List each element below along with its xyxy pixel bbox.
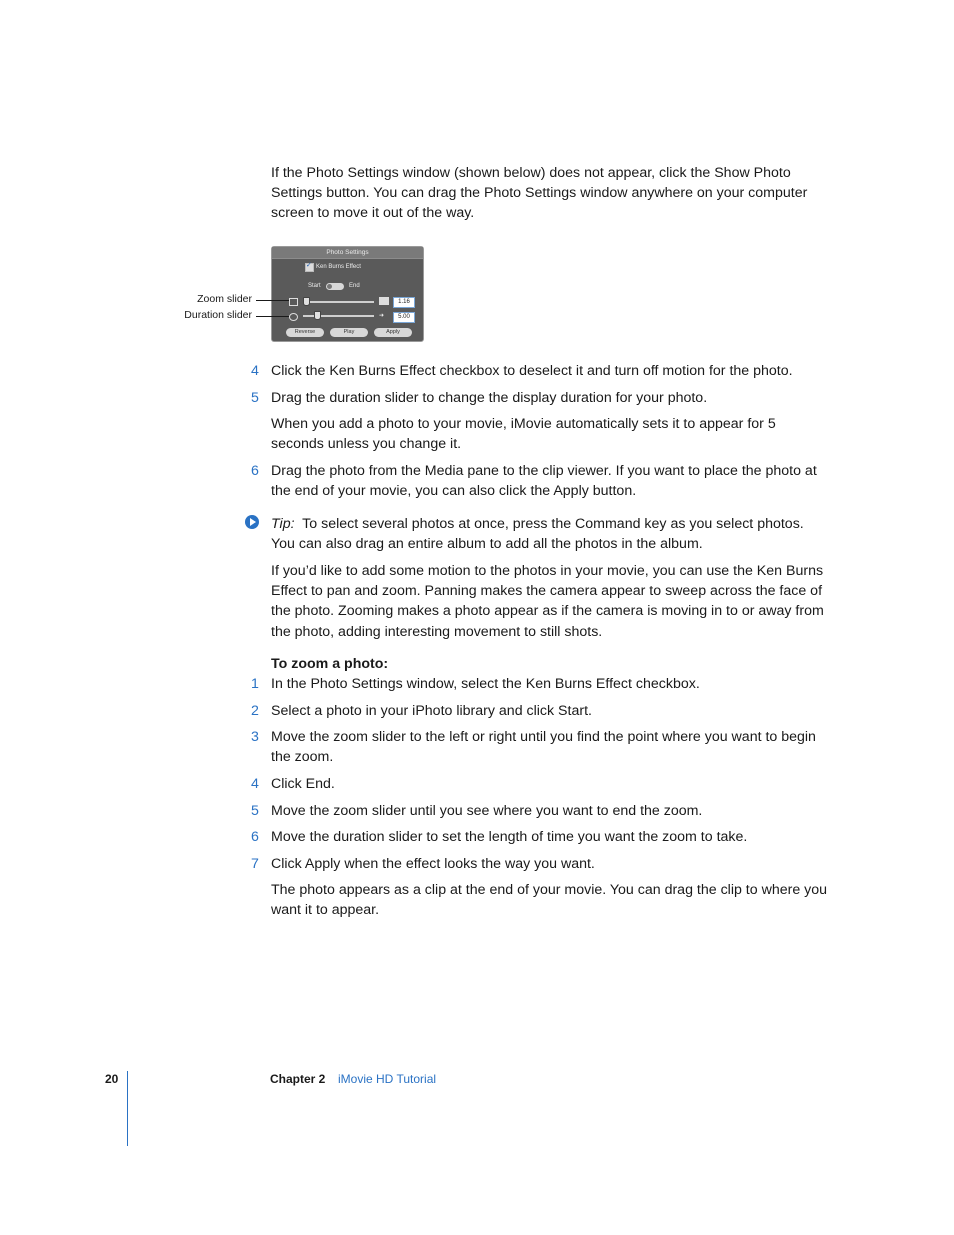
step-text: Drag the photo from the Media pane to the clip viewer. If you want to place the photo at the end of your movie, you can also click the Apply button.	[271, 463, 817, 500]
footer-rule	[127, 1071, 128, 1146]
window-title: Photo Settings	[272, 247, 423, 259]
step-number: 2	[251, 703, 259, 719]
zoom-in-icon	[379, 297, 389, 305]
duration-value-field: 5.00	[393, 312, 415, 323]
motion-paragraph: If you’d like to add some motion to the photos in your movie, you can use the Ken Burns Effect to pan and zoom. Panning makes the camera appear to sweep across the face of the photo. Zooming makes a photo appear as if the camera is moving in to or away from the photo, adding interesting movement to still shots.	[271, 563, 824, 640]
duration-long-icon: ➜	[379, 313, 385, 319]
step-number: 5	[251, 803, 259, 819]
step-number: 6	[251, 829, 259, 845]
step-text: Move the zoom slider until you see where you want to end the zoom.	[271, 803, 703, 819]
step-text: Click the Ken Burns Effect checkbox to deselect it and turn off motion for the photo.	[271, 363, 793, 379]
end-label: End	[349, 283, 360, 289]
step-text: Drag the duration slider to change the display duration for your photo.	[271, 390, 708, 406]
step-note: When you add a photo to your movie, iMovie automatically sets it to appear for 5 seconds unless you change it.	[271, 416, 776, 453]
step-text: Click End.	[271, 776, 335, 792]
step-text: Move the duration slider to set the length of time you want the zoom to take.	[271, 829, 748, 845]
tip-label: Tip:	[271, 516, 295, 532]
intro-paragraph: If the Photo Settings window (shown below) does not appear, click the Show Photo Settings button. You can drag the Photo Settings window anywhere on your computer screen to move it out of the way.	[271, 165, 808, 222]
duration-slider-callout: Duration slider	[184, 309, 252, 321]
step-text: Click Apply when the effect looks the way you want.	[271, 856, 595, 872]
step-text: Select a photo in your iPhoto library and click Start.	[271, 703, 592, 719]
duration-slider-thumb	[314, 311, 321, 320]
zoom-out-icon	[289, 298, 298, 306]
step-number: 3	[251, 729, 259, 745]
page-number: 20	[105, 1072, 119, 1086]
step-number: 1	[251, 676, 259, 692]
apply-button: Apply	[374, 328, 412, 337]
zoom-callout-line	[256, 300, 289, 301]
chapter-label: Chapter 2	[270, 1072, 326, 1086]
step-number: 7	[251, 856, 259, 872]
zoom-heading: To zoom a photo:	[271, 656, 389, 672]
start-label: Start	[308, 283, 321, 289]
reverse-button: Reverse	[286, 328, 324, 337]
duration-short-icon	[289, 313, 298, 321]
step-text: Move the zoom slider to the left or right until you find the point where you want to begin the zoom.	[271, 729, 816, 766]
photo-settings-window	[271, 246, 424, 342]
ken-burns-checkbox	[305, 263, 314, 272]
step-text: In the Photo Settings window, select the Ken Burns Effect checkbox.	[271, 676, 700, 692]
zoom-slider-track	[303, 301, 374, 303]
tip-paragraph	[271, 514, 831, 554]
zoom-slider-thumb	[303, 297, 310, 306]
duration-callout-line	[256, 316, 289, 317]
tip-arrow-icon	[245, 515, 259, 529]
zoom-value-field: 1.16	[393, 297, 415, 308]
step-number: 5	[251, 390, 259, 406]
step-number: 6	[251, 463, 259, 479]
step-number: 4	[251, 776, 259, 792]
tip-text: To select several photos at once, press the Command key as you select photos. You can also drag an entire album to add all the photos in the album.	[271, 516, 804, 553]
closing-paragraph: The photo appears as a clip at the end of your movie. You can drag the clip to where you want it to appear.	[271, 882, 828, 919]
step-number: 4	[251, 363, 259, 379]
play-button: Play	[330, 328, 368, 337]
chapter-title: iMovie HD Tutorial	[338, 1072, 437, 1086]
start-end-toggle	[326, 283, 344, 290]
zoom-slider-callout: Zoom slider	[197, 293, 252, 305]
ken-burns-label: Ken Burns Effect	[316, 264, 361, 270]
